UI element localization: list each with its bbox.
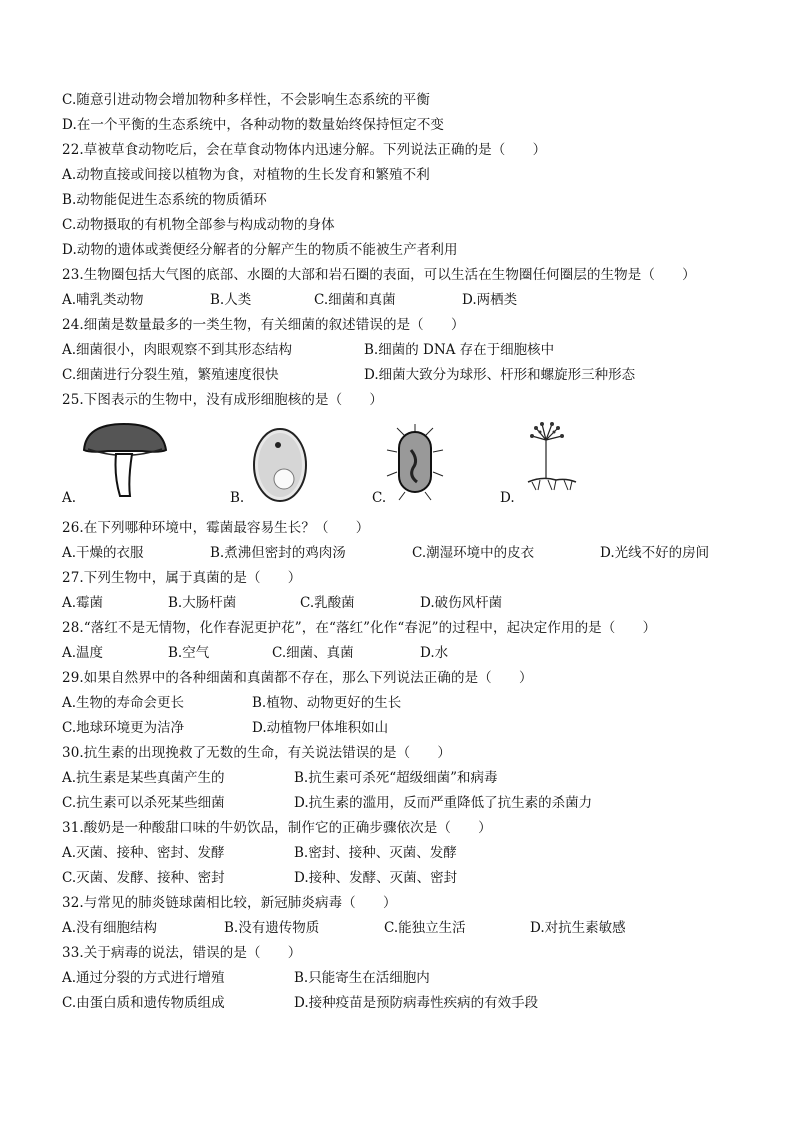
q32-option-a: A.没有细胞结构 [62, 920, 158, 936]
question-28: 28.“落红不是无情物，化作春泥更护花”，在“落红”化作“春泥”的过程中，起决定作用的是（ ） [62, 620, 657, 636]
mold-icon [522, 418, 582, 502]
option-d-prev: D.在一个平衡的生态系统中，各种动物的数量始终保持恒定不变 [62, 117, 445, 133]
q23-option-b: B.人类 [210, 292, 252, 308]
q26-option-d: D.光线不好的房间 [600, 545, 710, 561]
q26-option-c: C.潮湿环境中的皮衣 [412, 545, 535, 561]
q30-option-b: B.抗生素可杀死“超级细菌”和病毒 [294, 770, 498, 786]
q33-option-d: D.接种疫苗是预防病毒性疾病的有效手段 [294, 995, 539, 1011]
bacterium-icon [385, 422, 445, 506]
fig-label-a: A. [62, 490, 77, 506]
option-c-prev: C.随意引进动物会增加物种多样性，不会影响生态系统的平衡 [62, 92, 430, 108]
q33-option-a: A.通过分裂的方式进行增殖 [62, 970, 225, 986]
q24-option-a: A.细菌很小，肉眼观察不到其形态结构 [62, 342, 293, 358]
q31-option-a: A.灭菌、接种、密封、发酵 [62, 845, 225, 861]
q30-option-d: D.抗生素的滥用，反而严重降低了抗生素的杀菌力 [294, 795, 593, 811]
fig-label-c: C. [372, 490, 387, 506]
q32-option-c: C.能独立生活 [384, 920, 466, 936]
q33-option-c: C.由蛋白质和遗传物质组成 [62, 995, 225, 1011]
q24-option-c: C.细菌进行分裂生殖，繁殖速度很快 [62, 367, 279, 383]
question-25: 25.下图表示的生物中，没有成形细胞核的是（ ） [62, 392, 383, 408]
fig-label-d: D. [500, 490, 515, 506]
question-33: 33.关于病毒的说法，错误的是（ ） [62, 945, 302, 961]
q29-option-b: B.植物、动物更好的生长 [252, 695, 402, 711]
q22-option-c: C.动物摄取的有机物全部参与构成动物的身体 [62, 217, 335, 233]
question-30: 30.抗生素的出现挽救了无数的生命，有关说法错误的是（ ） [62, 745, 451, 761]
question-31: 31.酸奶是一种酸甜口味的牛奶饮品，制作它的正确步骤依次是（ ） [62, 820, 492, 836]
yeast-cell-icon [250, 425, 310, 509]
q33-option-b: B.只能寄生在活细胞内 [294, 970, 430, 986]
q28-option-c: C.细菌、真菌 [272, 645, 354, 661]
question-24: 24.细菌是数量最多的一类生物，有关细菌的叙述错误的是（ ） [62, 317, 465, 333]
q22-option-d: D.动物的遗体或粪便经分解者的分解产生的物质不能被生产者利用 [62, 242, 458, 258]
fig-label-b: B. [230, 490, 245, 506]
mushroom-icon [80, 420, 170, 504]
question-23: 23.生物圈包括大气图的底部、水圈的大部和岩石圈的表面，可以生活在生物圈任何圈层的生物是（ ） [62, 267, 696, 283]
q24-option-d: D.细菌大致分为球形、杆形和螺旋形三种形态 [364, 367, 636, 383]
q32-option-d: D.对抗生素敏感 [530, 920, 626, 936]
q29-option-d: D.动植物尸体堆积如山 [252, 720, 389, 736]
q29-option-c: C.地球环境更为洁净 [62, 720, 185, 736]
q28-option-b: B.空气 [168, 645, 210, 661]
q27-option-b: B.大肠杆菌 [168, 595, 237, 611]
q27-option-c: C.乳酸菌 [300, 595, 355, 611]
q27-option-d: D.破伤风杆菌 [420, 595, 503, 611]
q29-option-a: A.生物的寿命会更长 [62, 695, 185, 711]
question-27: 27.下列生物中，属于真菌的是（ ） [62, 570, 302, 586]
q27-option-a: A.霉菌 [62, 595, 104, 611]
q30-option-a: A.抗生素是某些真菌产生的 [62, 770, 225, 786]
q31-option-d: D.接种、发酵、灭菌、密封 [294, 870, 458, 886]
question-26: 26.在下列哪种环境中，霉菌最容易生长？（ ） [62, 520, 370, 536]
q31-option-b: B.密封、接种、灭菌、发酵 [294, 845, 457, 861]
question-29: 29.如果自然界中的各种细菌和真菌都不存在，那么下列说法正确的是（ ） [62, 670, 533, 686]
q26-option-a: A.干燥的衣服 [62, 545, 144, 561]
q23-option-a: A.哺乳类动物 [62, 292, 144, 308]
q22-option-b: B.动物能促进生态系统的物质循环 [62, 192, 267, 208]
q24-option-b: B.细菌的 DNA 存在于细胞核中 [364, 342, 555, 358]
q32-option-b: B.没有遗传物质 [224, 920, 320, 936]
q23-option-c: C.细菌和真菌 [314, 292, 396, 308]
q23-option-d: D.两栖类 [462, 292, 518, 308]
question-32: 32.与常见的肺炎链球菌相比较，新冠肺炎病毒（ ） [62, 895, 397, 911]
q28-option-a: A.温度 [62, 645, 104, 661]
q31-option-c: C.灭菌、发酵、接种、密封 [62, 870, 225, 886]
q26-option-b: B.煮沸但密封的鸡肉汤 [210, 545, 346, 561]
q22-option-a: A.动物直接或间接以植物为食，对植物的生长发育和繁殖不利 [62, 167, 430, 183]
q28-option-d: D.水 [420, 645, 449, 661]
question-22: 22.草被草食动物吃后，会在草食动物体内迅速分解。下列说法正确的是（ ） [62, 142, 547, 158]
q30-option-c: C.抗生素可以杀死某些细菌 [62, 795, 225, 811]
